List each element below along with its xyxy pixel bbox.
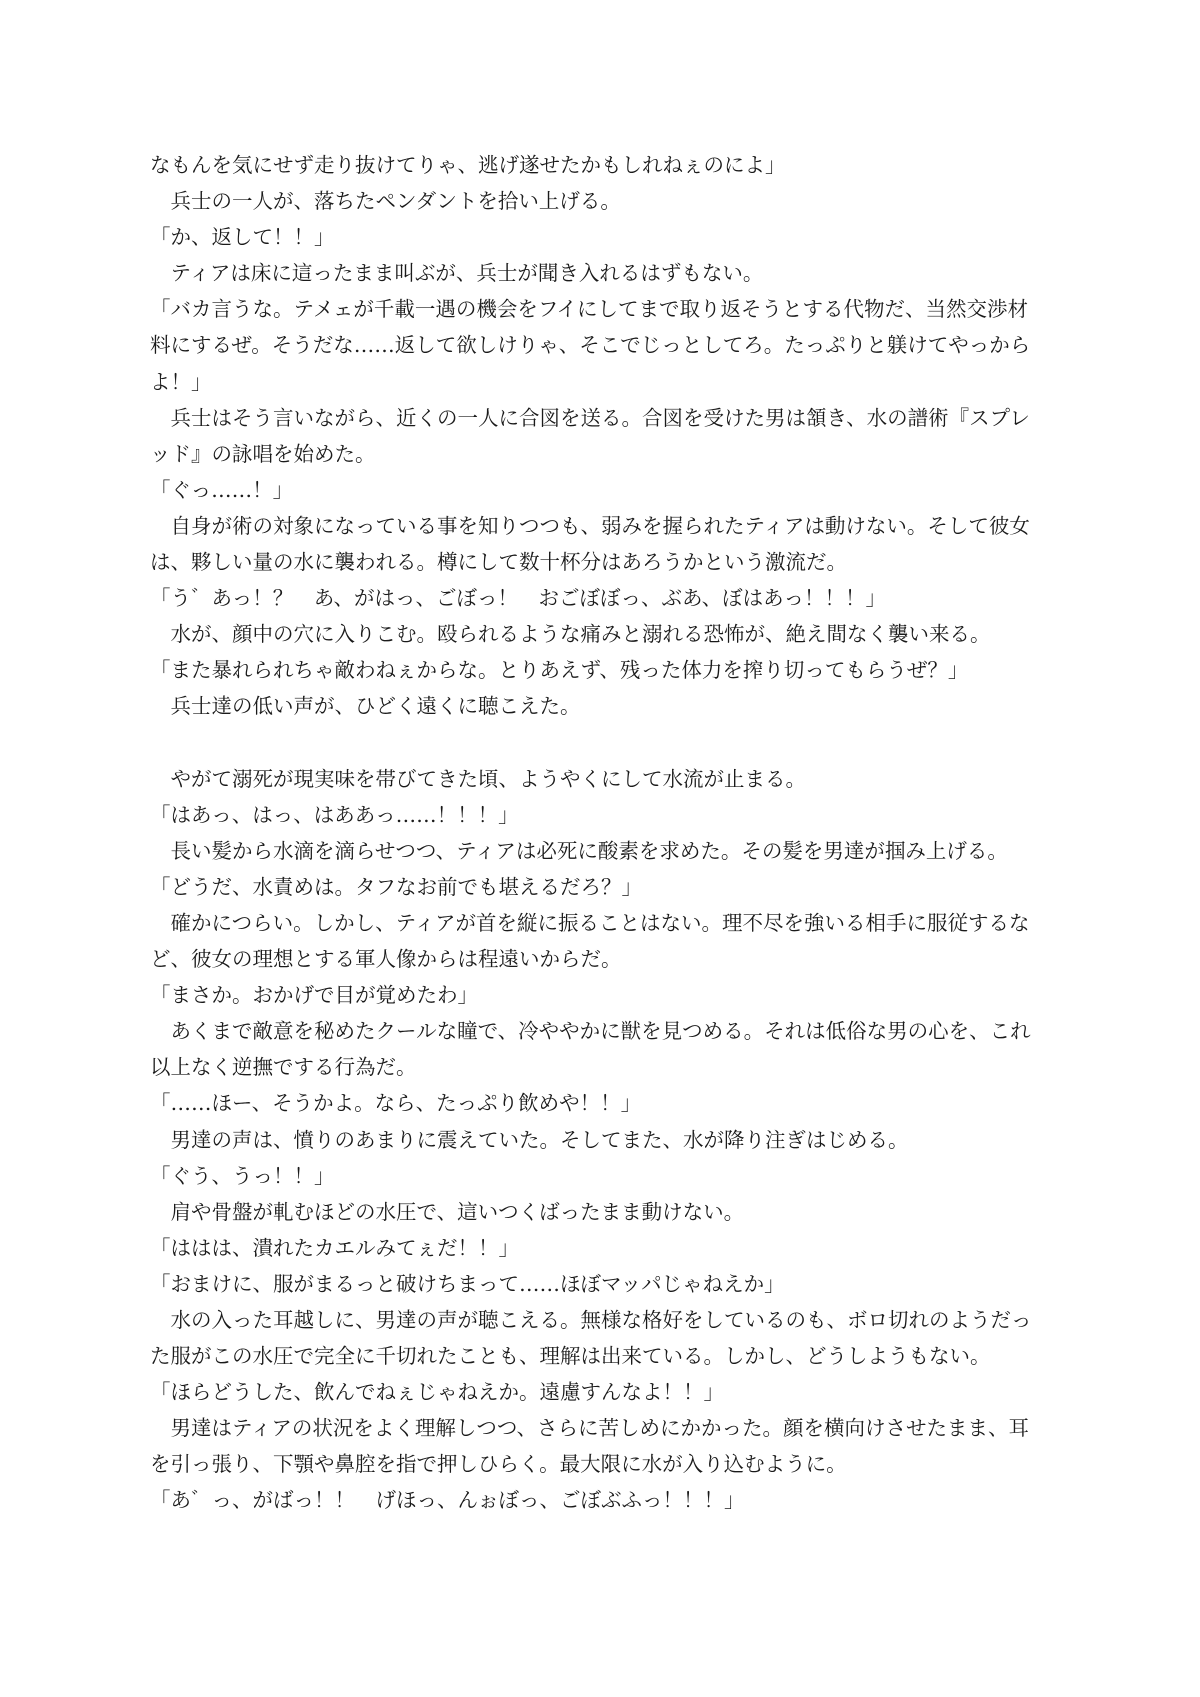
- text-line: を引っ張り、下顎や鼻腔を指で押しひらく。最大限に水が入り込むように。: [150, 1452, 847, 1477]
- blank-line: [150, 725, 1070, 761]
- text-line: 長い髪から水滴を滴らせつつ、ティアは必死に酸素を求めた。その髪を男達が掴み上げる。: [150, 838, 1008, 863]
- text-line: 「はあっ、はっ、はああっ……！！！」: [150, 802, 519, 827]
- text-line: は、夥しい量の水に襲われる。樽にして数十杯分はあろうかという激流だ。: [150, 550, 847, 575]
- text-line: やがて溺死が現実味を帯びてきた頃、ようやくにして水流が止まる。: [150, 766, 806, 791]
- text-line: 「おまけに、服がまるっと破けちまって……ほぼマッパじゃねえか」: [150, 1271, 785, 1296]
- text-line: 「ぐう、うっ！！」: [150, 1163, 335, 1188]
- text-line: 男達の声は、憤りのあまりに震えていた。そしてまた、水が降り注ぎはじめる。: [150, 1127, 909, 1152]
- text-line: 「ぐっ……！」: [150, 477, 294, 502]
- text-line: 男達はティアの状況をよく理解しつつ、さらに苦しめにかかった。顔を横向けさせたまま、耳: [150, 1416, 1030, 1441]
- text-line: 料にするぜ。そうだな……返して欲しけりゃ、そこでじっとしてろ。たっぷりと躾けてやっから: [150, 333, 1031, 358]
- text-line: 確かにつらい。しかし、ティアが首を縦に振ることはない。理不尽を強いる相手に服従するな: [150, 910, 1030, 935]
- text-line: 肩や骨盤が軋むほどの水圧で、這いつくばったまま動けない。: [150, 1199, 745, 1224]
- text-line: 「あ゛っ、がばっ！！ げほっ、んぉぼっ、ごぼぶふっ！！！」: [150, 1488, 745, 1513]
- text-line: 「う゛あっ！？ あ、がはっ、ごぼっ！ おごぼぼっ、ぶあ、ぼはあっ！！！」: [150, 586, 886, 611]
- text-line: 「ははは、潰れたカエルみてぇだ！！」: [150, 1235, 519, 1260]
- text-line: 以上なく逆撫でする行為だ。: [150, 1055, 417, 1080]
- text-line: 「まさか。おかげで目が覚めたわ」: [150, 983, 478, 1008]
- text-line: 自身が術の対象になっている事を知りつつも、弱みを握られたティアは動けない。そして彼女: [150, 513, 1030, 538]
- text-line: 水が、顔中の穴に入りこむ。殴られるような痛みと溺れる恐怖が、絶え間なく襲い来る。: [150, 622, 991, 647]
- text-line: ッド』の詠唱を始めた。: [150, 441, 376, 466]
- text-line: 兵士の一人が、落ちたペンダントを拾い上げる。: [150, 189, 621, 214]
- text-line: よ！」: [150, 369, 212, 394]
- text-line: 「ほらどうした、飲んでねぇじゃねえか。遠慮すんなよ！！」: [150, 1380, 724, 1405]
- body-text: [150, 147, 1070, 1519]
- text-line: 兵士はそう言いながら、近くの一人に合図を送る。合図を受けた男は頷き、水の譜術『スプレ: [150, 405, 1030, 430]
- text-line: あくまで敵意を秘めたクールな瞳で、冷ややかに獣を見つめる。それは低俗な男の心を、これ: [150, 1019, 1031, 1044]
- text-line: ど、彼女の理想とする軍人像からは程遠いからだ。: [150, 947, 622, 972]
- text-line: 「……ほー、そうかよ。なら、たっぷり飲めや！！」: [150, 1091, 642, 1116]
- text-line: 兵士達の低い声が、ひどく遠くに聴こえた。: [150, 694, 581, 719]
- text-line: 水の入った耳越しに、男達の声が聴こえる。無様な格好をしているのも、ボロ切れのようだっ: [150, 1308, 1032, 1332]
- text-line: 「か、返して！！」: [150, 225, 335, 250]
- text-line: た服がこの水圧で完全に千切れたことも、理解は出来ている。しかし、どうしようもない。: [150, 1344, 991, 1369]
- text-line: 「バカ言うな。テメェが千載一遇の機会をフイにしてまで取り返そうとする代物だ、当然交渉材: [150, 297, 1029, 322]
- text-line: ティアは床に這ったまま叫ぶが、兵士が聞き入れるはずもない。: [150, 261, 764, 286]
- text-line: 「また暴れられちゃ敵わねぇからな。とりあえず、残った体力を搾り切ってもらうぜ？」: [150, 658, 969, 683]
- text-line: 「どうだ、水責めは。タフなお前でも堪えるだろ？」: [150, 874, 642, 899]
- text-line: なもんを気にせず走り抜けてりゃ、逃げ遂せたかもしれねぇのによ」: [150, 153, 786, 177]
